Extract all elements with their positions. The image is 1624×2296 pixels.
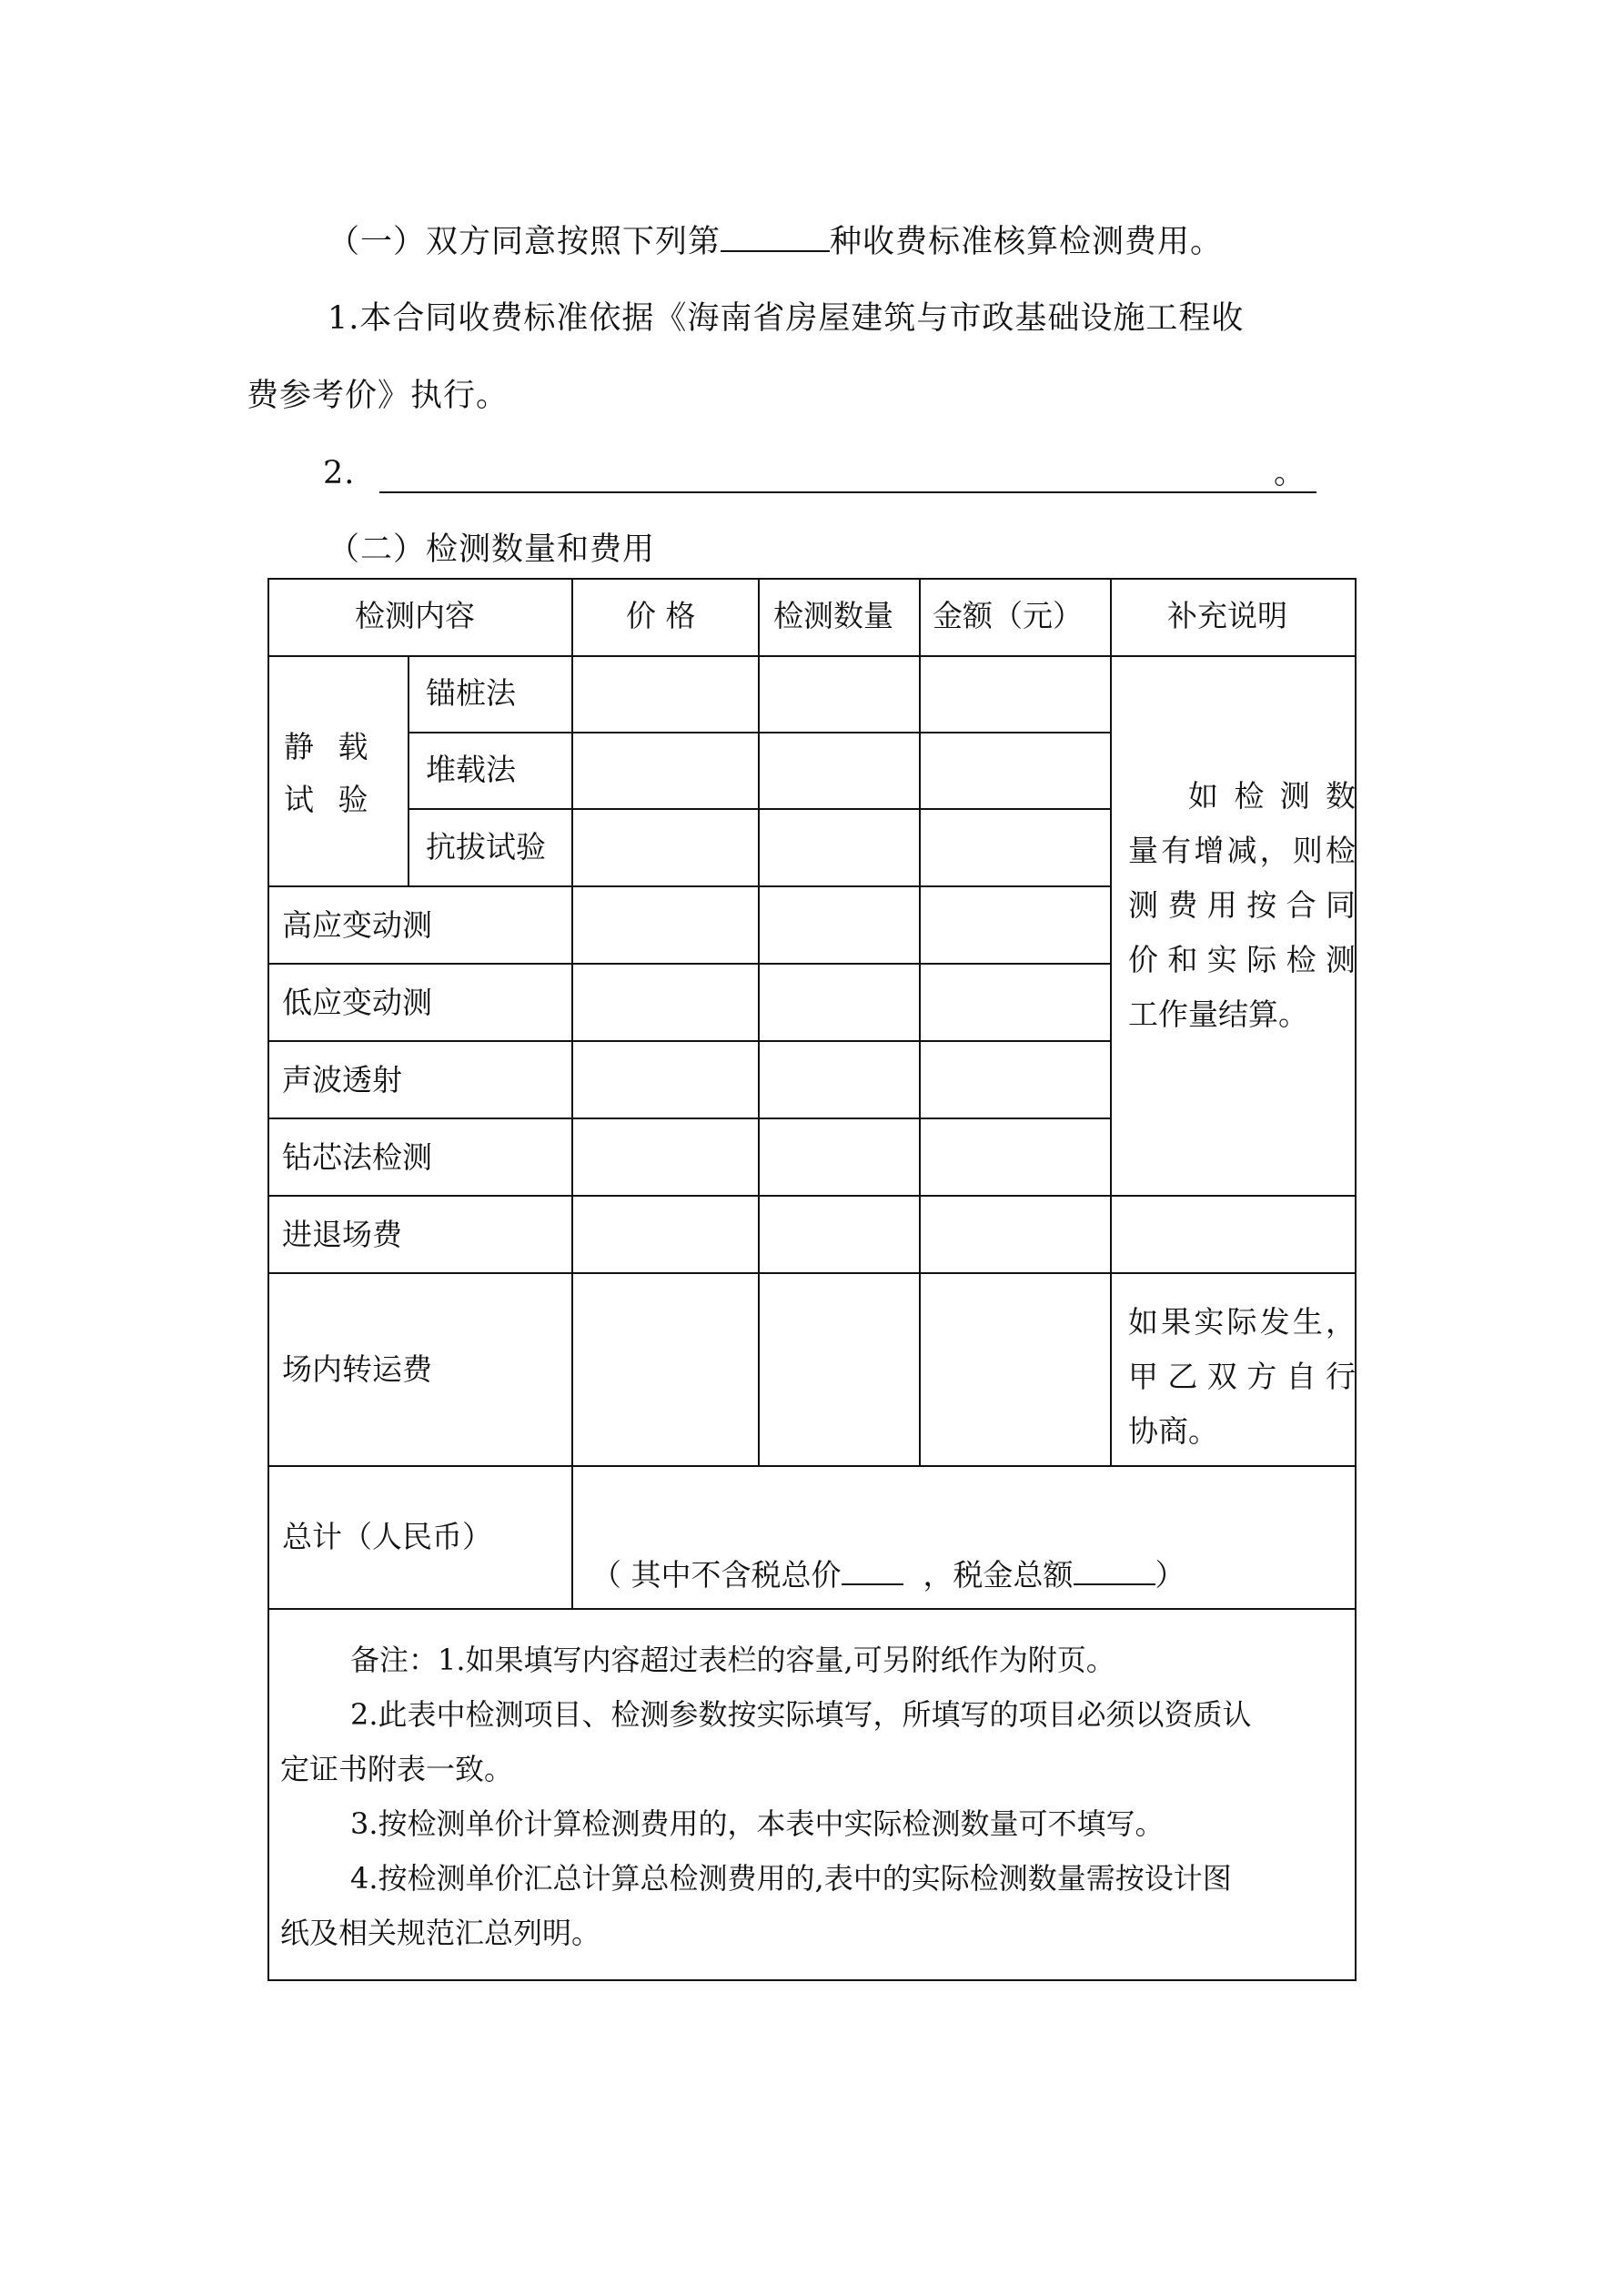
note-3: 3.按检测单价计算检测费用的，本表中实际检测数量可不填写。 xyxy=(350,1806,1165,1841)
total-note-before: （ 其中不含税总价 xyxy=(591,1557,842,1593)
table-border-bottom xyxy=(267,1979,1357,1981)
item-sonic: 声波透射 xyxy=(282,1062,402,1097)
item-low-strain: 低应变动测 xyxy=(282,985,432,1020)
row-line xyxy=(267,1195,1357,1197)
remark-line: 价和实际检测 xyxy=(1128,942,1356,977)
item1-line1: 1.本合同收费标准依据《海南省房屋建筑与市政基础设施工程收 xyxy=(328,300,1245,337)
item-core-drilling: 钻芯法检测 xyxy=(282,1139,432,1175)
table-border-left xyxy=(267,578,269,1981)
table-border-top xyxy=(267,578,1357,580)
total-breakdown xyxy=(591,1558,1185,1593)
item-mobilization-fee: 进退场费 xyxy=(282,1217,402,1252)
remark-line: 测费用按合同 xyxy=(1128,887,1356,923)
total-label: 总计（人民币） xyxy=(282,1519,492,1554)
note-1: 备注：1.如果填写内容超过表栏的容量,可另附纸作为附页。 xyxy=(350,1643,1115,1677)
col-line xyxy=(758,578,760,1467)
section2-heading: （二）检测数量和费用 xyxy=(328,531,656,568)
note-4-line2: 纸及相关规范汇总列明。 xyxy=(280,1916,601,1950)
static-load-label-line1: 静 载 xyxy=(284,729,376,764)
item2 xyxy=(323,455,1324,495)
col-line xyxy=(408,655,409,887)
header-quantity: 检测数量 xyxy=(773,598,893,633)
item-transfer-fee: 场内转运费 xyxy=(282,1351,432,1387)
subitem-uplift: 抗拔试验 xyxy=(426,829,546,865)
remark-line: 量有增减，则检 xyxy=(1128,833,1356,868)
note-2-line2: 定证书附表一致。 xyxy=(280,1752,514,1786)
row-line xyxy=(267,1272,1357,1274)
total-note-after: ） xyxy=(1155,1557,1185,1593)
remark-line: 如检测数 xyxy=(1188,778,1356,814)
item-high-strain: 高应变动测 xyxy=(282,907,432,943)
section1-heading xyxy=(328,224,1223,260)
header-bottom-line xyxy=(267,655,1357,657)
item1-line2: 费参考价》执行。 xyxy=(247,378,509,414)
tax-amount-blank[interactable] xyxy=(1074,1583,1155,1585)
row-line xyxy=(267,1465,1357,1467)
row-line xyxy=(267,1040,1110,1042)
static-load-label-line2: 试 验 xyxy=(284,782,376,817)
item2-period: 。 xyxy=(1274,455,1307,491)
remark-transfer xyxy=(1128,1295,1356,1459)
item2-blank-line[interactable] xyxy=(379,491,1316,493)
row-line xyxy=(267,1608,1357,1610)
remark-line: 协商。 xyxy=(1128,1413,1218,1449)
note-2-line1: 2.此表中检测项目、检测参数按实际填写，所填写的项目必须以资质认 xyxy=(350,1697,1252,1732)
pre-tax-total-blank[interactable] xyxy=(842,1583,903,1585)
subitem-surcharge: 堆载法 xyxy=(426,752,516,787)
remark-line: 甲乙双方自行 xyxy=(1128,1359,1356,1394)
remark-line: 工作量结算。 xyxy=(1128,996,1308,1032)
remark-line: 如果实际发生， xyxy=(1128,1304,1356,1340)
standard-number-blank[interactable] xyxy=(721,249,830,252)
subitem-anchor-pile: 锚桩法 xyxy=(426,675,516,711)
header-remarks: 补充说明 xyxy=(1167,598,1287,633)
remark-quantity-change xyxy=(1128,769,1356,1042)
row-line xyxy=(267,885,1110,887)
header-price: 价 格 xyxy=(626,598,696,633)
header-test-content: 检测内容 xyxy=(355,598,475,633)
heading-text-after: 种收费标准核算检测费用。 xyxy=(830,224,1224,260)
heading-text-before: （一）双方同意按照下列第 xyxy=(328,224,721,260)
row-line xyxy=(267,1118,1110,1119)
row-line xyxy=(267,963,1110,965)
item2-label: 2. xyxy=(323,455,356,491)
total-note-mid: ，税金总额 xyxy=(923,1557,1074,1593)
col-line xyxy=(571,578,573,1610)
col-line xyxy=(1110,578,1112,1467)
col-line xyxy=(919,578,921,1467)
note-4-line1: 4.按检测单价汇总计算总检测费用的,表中的实际检测数量需按设计图 xyxy=(350,1861,1232,1896)
header-amount: 金额（元） xyxy=(933,598,1083,633)
